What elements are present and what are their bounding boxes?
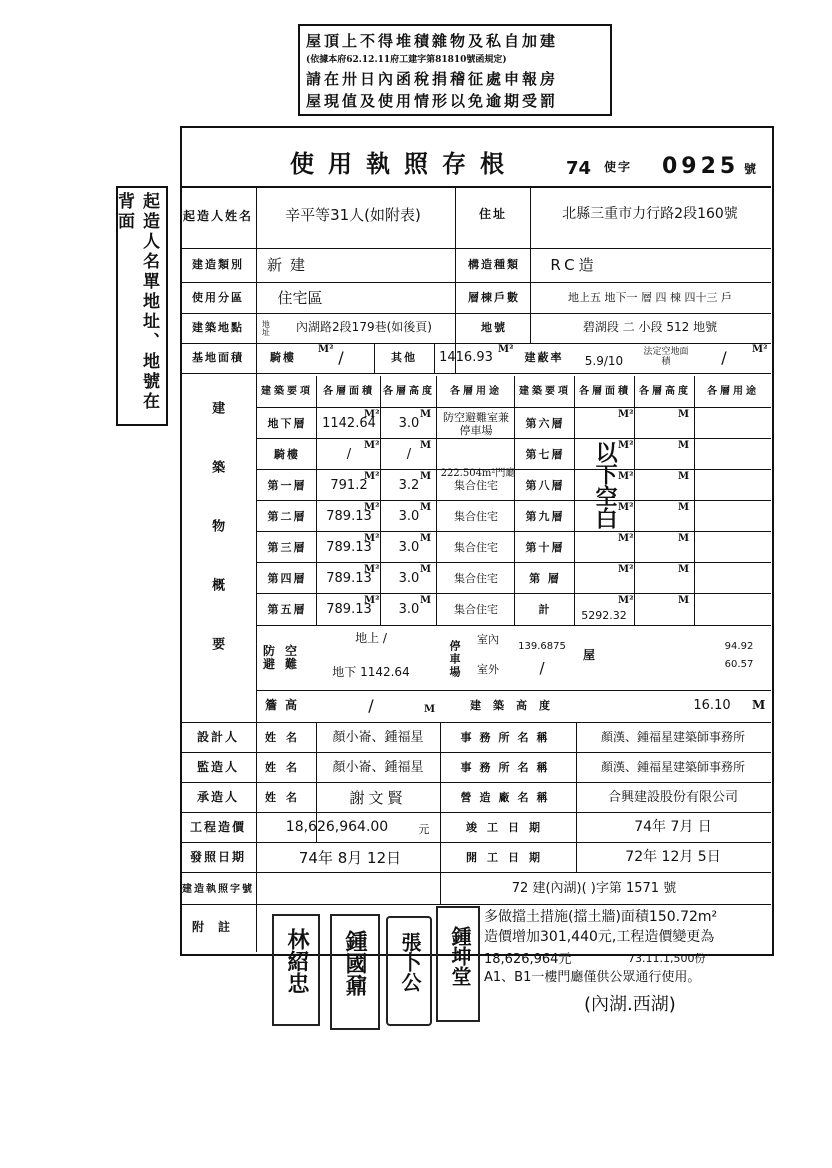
rule bbox=[316, 376, 317, 626]
floors-value: 地上五 地下一 層 四 棟 四十三 戶 bbox=[568, 290, 732, 304]
permit-number: 0925 bbox=[662, 154, 740, 179]
arcade-label: 騎樓 bbox=[270, 350, 296, 364]
issue-value: 74年 8月 12日 bbox=[298, 848, 402, 867]
shelter-below: 地下 1142.64 bbox=[332, 665, 410, 680]
building-item2-cell: 第八層 bbox=[525, 479, 565, 493]
notice-line-3: 請在卅日內函稅捐稽征處申報房 bbox=[306, 70, 559, 88]
rule bbox=[181, 904, 771, 905]
designer-office-label: 事務所名稱 bbox=[460, 730, 556, 744]
remarks-line-3b: 73.11.1,500份 bbox=[628, 952, 706, 965]
unit-label: M² bbox=[364, 564, 380, 575]
builder-addr-value: 北縣三重市力行路2段160號 bbox=[562, 206, 738, 223]
notice-line-4: 屋現值及使用情形以免逾期受罰 bbox=[306, 92, 559, 110]
unit-label: M bbox=[678, 440, 690, 451]
seal-text: 張卜公 bbox=[398, 932, 422, 992]
rule bbox=[181, 752, 771, 753]
building-height-cell: 3.0 bbox=[398, 509, 420, 525]
start-value: 72年 12月 5日 bbox=[625, 849, 721, 866]
unit-m2: M² bbox=[752, 344, 768, 355]
supervisor-name-label: 姓名 bbox=[265, 760, 307, 774]
unit-label: M bbox=[420, 440, 432, 451]
building-area-cell: 789.13 bbox=[326, 509, 372, 525]
building-height-cell: 3.0 bbox=[398, 602, 420, 618]
builder-addr-label: 住址 bbox=[478, 207, 507, 222]
seal-text: 鍾國鼐 bbox=[342, 930, 368, 996]
permit-value: 72 建(內湖)( )字第 1571 號 bbox=[511, 880, 677, 896]
form-title: 使用執照存根 bbox=[290, 149, 518, 178]
arcade-value: / bbox=[338, 348, 344, 368]
notice-box bbox=[298, 24, 612, 116]
building-use-cell: 防空避難室兼停車場 bbox=[443, 412, 509, 437]
start-label: 開工日期 bbox=[466, 850, 550, 864]
remarks-label: 附註 bbox=[191, 920, 244, 935]
unit-label: M bbox=[678, 533, 690, 544]
height-value: 16.10 bbox=[693, 697, 731, 713]
rule bbox=[256, 690, 771, 691]
structure-value: RC造 bbox=[550, 255, 598, 274]
building-height-cell: 3.0 bbox=[398, 540, 420, 556]
building-item-cell: 第三層 bbox=[267, 541, 307, 555]
designer-office: 顏漢、鍾福星建築師事務所 bbox=[600, 730, 745, 745]
site-label: 建築地點 bbox=[192, 320, 244, 334]
shelter-above: 地上 / bbox=[355, 631, 387, 646]
other-value: 1416.93 bbox=[439, 349, 493, 365]
building-height-cell: 3.0 bbox=[398, 416, 420, 432]
building-item2-cell: 第十層 bbox=[525, 541, 565, 555]
remarks-line-2: 造價增加301,440元,工程造價變更為 bbox=[484, 929, 715, 945]
unit-label: M bbox=[420, 471, 432, 482]
rule bbox=[181, 842, 771, 843]
building-header-cell: 各層高度 bbox=[639, 385, 691, 397]
unit-m: M bbox=[424, 704, 436, 715]
completion-label: 竣工日期 bbox=[466, 820, 550, 834]
unit-label: M bbox=[420, 409, 432, 420]
unit-label: M bbox=[420, 564, 432, 575]
building-item2-cell: 第九層 bbox=[525, 510, 565, 524]
building-header-cell: 建築要項 bbox=[519, 385, 571, 397]
unit-label: M² bbox=[364, 471, 380, 482]
other-label: 其他 bbox=[391, 350, 417, 364]
seal-text: 鍾坤堂 bbox=[448, 926, 472, 986]
unit-label: M² bbox=[618, 409, 634, 420]
unit-label: M bbox=[678, 471, 690, 482]
lot-value: 碧湖段 二 小段 512 地號 bbox=[582, 320, 718, 335]
site-value: 內湖路2段179巷(如後頁) bbox=[296, 320, 432, 335]
rule bbox=[374, 343, 375, 373]
building-area-cell: 789.13 bbox=[326, 571, 372, 587]
seal-stamp-2 bbox=[330, 914, 380, 1030]
side-note-text: 起造人名單地址、地號在背面 bbox=[114, 192, 159, 412]
notice-line-2: (依據本府62.12.11府工建字第81810號函規定) bbox=[306, 55, 507, 65]
parking-outdoor-label: 室外 bbox=[477, 662, 499, 676]
building-area-cell: 789.13 bbox=[326, 602, 372, 618]
blank-note: 以下空白 bbox=[592, 441, 618, 529]
rule bbox=[514, 376, 515, 626]
roof-value-2: 60.57 bbox=[724, 658, 754, 670]
unit-label: M bbox=[678, 564, 690, 575]
building-section-label: 建築物概要 bbox=[209, 400, 225, 696]
rule bbox=[434, 343, 435, 373]
unit-label: M bbox=[420, 533, 432, 544]
building-area-cell: 791.2 bbox=[330, 478, 368, 494]
notice-line-1: 屋頂上不得堆積雜物及私自加建 bbox=[306, 32, 559, 50]
rule bbox=[181, 872, 771, 873]
permit-suffix: 號 bbox=[744, 162, 759, 176]
rule bbox=[436, 376, 437, 626]
seal-stamp-4 bbox=[436, 906, 480, 1022]
ratio-value: 5.9/10 bbox=[584, 354, 624, 369]
building-header-cell: 各層面積 bbox=[323, 385, 375, 397]
floors-label: 層棟戶數 bbox=[468, 290, 520, 304]
contractor-label: 承造人 bbox=[196, 790, 239, 805]
building-header-cell: 各層面積 bbox=[579, 385, 631, 397]
legal-space-value: / bbox=[721, 348, 727, 368]
rule bbox=[530, 248, 531, 343]
area-label: 基地面積 bbox=[192, 350, 244, 364]
unit-label: M bbox=[678, 409, 690, 420]
building-use-cell: 集合住宅 bbox=[454, 479, 498, 493]
building-area-cell: / bbox=[346, 447, 352, 463]
unit-label: M² bbox=[618, 564, 634, 575]
side-note bbox=[116, 186, 168, 426]
unit-m2: M² bbox=[498, 344, 514, 355]
building-use-cell bbox=[438, 443, 514, 468]
unit-label: M bbox=[678, 502, 690, 513]
roof-value-1: 94.92 bbox=[724, 640, 754, 652]
permit-year: 74 bbox=[566, 158, 592, 179]
parking-label: 停車場 bbox=[448, 639, 462, 679]
building-use-cell: 集合住宅 bbox=[454, 603, 498, 617]
building-height-cell: / bbox=[406, 447, 412, 463]
seal-text: 林紹忠 bbox=[284, 928, 310, 994]
unit-label: M bbox=[420, 502, 432, 513]
unit-m2: M² bbox=[318, 344, 334, 355]
building-area-cell: 789.13 bbox=[326, 540, 372, 556]
height-label: 建築高度 bbox=[470, 698, 562, 712]
rule bbox=[181, 812, 771, 813]
contractor-name-label: 姓名 bbox=[265, 790, 307, 804]
builder-value: 辛平等31人(如附表) bbox=[285, 205, 421, 224]
building-item2-cell: 第 層 bbox=[529, 572, 561, 586]
category-value: 新建 bbox=[266, 255, 313, 274]
unit-label: M² bbox=[364, 409, 380, 420]
building-use-cell: 集合住宅 bbox=[454, 510, 498, 524]
seal-stamp-3 bbox=[386, 916, 432, 1026]
cost-value: 18,626,964.00 bbox=[285, 819, 389, 836]
supervisor-office-label: 事務所名稱 bbox=[460, 760, 556, 774]
rule bbox=[181, 186, 771, 188]
ratio-label: 建蔽率 bbox=[524, 350, 564, 364]
designer-name-label: 姓名 bbox=[265, 730, 307, 744]
roof-label: 屋 bbox=[582, 648, 597, 663]
cost-unit: 元 bbox=[418, 822, 430, 836]
zoning-label: 使用分區 bbox=[192, 290, 244, 304]
building-item2-cell: 第六層 bbox=[525, 417, 565, 431]
parking-indoor-label: 室內 bbox=[477, 632, 499, 646]
lot-label: 地號 bbox=[481, 320, 507, 334]
rule bbox=[574, 376, 575, 626]
parking-outdoor-value: / bbox=[539, 658, 545, 677]
building-item-cell: 騎樓 bbox=[274, 448, 300, 462]
building-item-cell: 第五層 bbox=[267, 603, 307, 617]
rule bbox=[694, 376, 695, 626]
unit-label: M bbox=[420, 595, 432, 606]
unit-label: M² bbox=[618, 533, 634, 544]
unit-label: M² bbox=[364, 502, 380, 513]
seal-stamp-1 bbox=[272, 914, 320, 1026]
permit-label: 建造執照字號 bbox=[182, 883, 254, 895]
building-item-cell: 地下層 bbox=[267, 417, 307, 431]
rule bbox=[181, 782, 771, 783]
building-header-cell: 建築要項 bbox=[261, 385, 313, 397]
supervisor-name: 顏小崙、鍾福星 bbox=[332, 759, 424, 775]
contractor-office: 合興建設股份有限公司 bbox=[607, 789, 738, 805]
unit-m: M bbox=[752, 698, 766, 712]
permit-prefix: 使字 bbox=[604, 160, 633, 174]
unit-label: M bbox=[678, 595, 690, 606]
eave-value: / bbox=[368, 696, 374, 716]
building-item-cell: 第四層 bbox=[267, 572, 307, 586]
total-area-value: 5292.32 bbox=[581, 608, 627, 622]
building-item2-cell: 計 bbox=[538, 603, 552, 617]
remarks-line-3: 18,626,964元 bbox=[484, 952, 572, 967]
rule bbox=[576, 722, 577, 872]
zoning-value: 住宅區 bbox=[277, 288, 323, 307]
unit-label: M² bbox=[364, 440, 380, 451]
rule bbox=[256, 186, 257, 952]
building-header-cell: 各層用途 bbox=[450, 385, 502, 397]
legal-space-label: 法定空地面積 bbox=[643, 347, 689, 367]
building-item-cell: 第二層 bbox=[267, 510, 307, 524]
category-label: 建造類別 bbox=[192, 257, 244, 271]
building-area-cell: 1142.64 bbox=[322, 416, 376, 432]
supervisor-label: 監造人 bbox=[196, 760, 239, 775]
building-item2-cell: 第七層 bbox=[525, 448, 565, 462]
site-sub-label: 地址 bbox=[261, 320, 271, 336]
rule bbox=[530, 186, 531, 248]
supervisor-office: 顏漢、鍾福星建築師事務所 bbox=[600, 760, 745, 775]
building-item-cell: 第一層 bbox=[267, 479, 307, 493]
designer-name: 顏小崙、鍾福星 bbox=[332, 729, 424, 745]
rule bbox=[455, 186, 456, 248]
shelter-label: 防空避難 bbox=[262, 643, 307, 671]
remarks-line-1: 多做擋土措施(擋土牆)面積150.72m² bbox=[484, 909, 718, 925]
rule bbox=[634, 376, 635, 626]
building-use-cell: 集合住宅 bbox=[454, 541, 498, 555]
rule bbox=[380, 376, 381, 626]
issue-label: 發照日期 bbox=[189, 850, 246, 865]
rule bbox=[181, 373, 771, 374]
designer-label: 設計人 bbox=[196, 730, 239, 745]
cost-label: 工程造價 bbox=[189, 820, 246, 835]
remarks-line-4: A1、B1一樓門廳僅供公眾通行使用。 bbox=[484, 970, 701, 985]
parking-indoor-value: 139.6875 bbox=[518, 640, 566, 652]
building-height-cell: 3.0 bbox=[398, 571, 420, 587]
unit-label: M² bbox=[618, 502, 634, 513]
eave-label: 簷高 bbox=[264, 698, 305, 713]
building-height-cell: 3.2 bbox=[398, 478, 420, 494]
building-header-cell: 各層高度 bbox=[383, 385, 435, 397]
unit-label: M² bbox=[364, 533, 380, 544]
unit-label: M² bbox=[618, 595, 634, 606]
first-floor-note: 222.504m²門廳 bbox=[440, 467, 516, 479]
contractor-name: 謝文賢 bbox=[349, 788, 407, 807]
remarks-line-5: (內湖.西湖) bbox=[584, 994, 676, 1015]
building-header-cell: 各層用途 bbox=[707, 385, 759, 397]
completion-value: 74年 7月 日 bbox=[634, 819, 712, 836]
structure-label: 構造種類 bbox=[468, 257, 520, 271]
building-use-cell: 集合住宅 bbox=[454, 572, 498, 586]
rule bbox=[181, 248, 771, 249]
unit-label: M² bbox=[618, 440, 634, 451]
contractor-office-label: 營造廠名稱 bbox=[460, 790, 556, 804]
rule bbox=[181, 722, 771, 723]
builder-label: 起造人姓名 bbox=[182, 209, 253, 224]
unit-label: M² bbox=[364, 595, 380, 606]
unit-label: M² bbox=[618, 471, 634, 482]
